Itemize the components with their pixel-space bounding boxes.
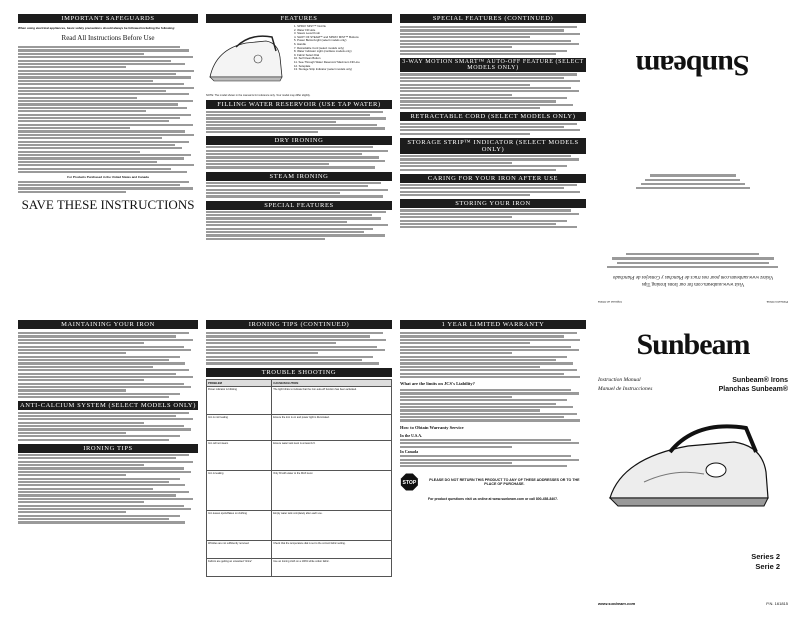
safeguards-panel — [18, 14, 198, 304]
visitez-text: Visitez www.sunbeam.com pour nos trucs de Planchas y Consejos de Planchado — [612, 274, 774, 279]
special-cont-panel — [400, 14, 586, 304]
auto-off-heading: 3-WAY MOTION SMART™ AUTO-OFF FEATURE (SELECT MODELS ONLY) — [400, 58, 586, 72]
feature-item: 12. Soleplate — [294, 63, 311, 68]
maintaining-panel — [18, 320, 198, 610]
warranty-heading: 1 YEAR LIMITED WARRANTY — [400, 320, 586, 329]
feature-item: 9. Fabric Select Dial — [294, 52, 320, 57]
back-sunbeam-logo: Sunbeam — [636, 49, 750, 83]
safeguards-body — [18, 46, 198, 173]
problem-cell: Iron leaves spots/flakes on clothing — [207, 510, 272, 540]
feature-item: 4. SHOT OF STEAM™ and SPRAY MIST™ Buttons — [294, 34, 359, 39]
iron-diagram — [206, 23, 392, 93]
sunbeam-small-label: Sunbeam® — [751, 386, 788, 393]
feature-item: 1. SPRAY MIST™ Nozzle — [294, 24, 326, 28]
feature-item: 3. Steam Level Knob — [294, 31, 320, 36]
features-note: NOTE: The model shown in the manual is for reference only. Your model may differ slightly. — [206, 94, 311, 97]
sunbeam-logo: Sunbeam — [636, 328, 750, 361]
maintaining-heading: MAINTAINING YOUR IRON — [18, 320, 198, 329]
table-header-row — [207, 379, 392, 386]
table-row — [207, 540, 392, 558]
problem-cell: Iron is leaking — [207, 470, 272, 510]
stop-sign-text: STOP — [402, 480, 417, 487]
problem-cell: Iron is not heating — [207, 414, 272, 440]
instruction-manual-label: Instruction Manual — [598, 377, 641, 383]
steam-ironing-heading: STEAM IRONING — [206, 172, 392, 181]
visit-site-text: Visit www.sunbeam.com for our Irons Ironing Tips — [641, 281, 745, 286]
features-heading: FEATURES — [206, 14, 392, 23]
caring-heading: CARING FOR YOUR IRON AFTER USE — [400, 174, 586, 183]
printed-in-china: Printed in China — [766, 300, 788, 304]
filling-heading: FILLING WATER RESERVOIR (USE TAP WATER) — [206, 100, 392, 109]
fpi-heading: For Products Purchased in the United States and Canada — [67, 175, 149, 180]
feature-item: 10. Self Clean Button — [294, 56, 321, 61]
feature-item: 6. Handle — [294, 41, 306, 46]
solution-cell: Check that the temperature dial is set to the correct fabric setting. — [272, 540, 392, 558]
solution-cell: Ensure water tank level is at least 1/3. — [272, 440, 392, 470]
product-questions: For product questions visit us online at www.sunbeam.com or call 800-458-8407. — [428, 497, 558, 502]
warranty-service-heading: How to Obtain Warranty Service — [400, 424, 464, 430]
solution-cell: Empty water tank completely after each use. — [272, 510, 392, 540]
safeguards-heading: IMPORTANT SAFEGUARDS — [18, 14, 198, 23]
table-header: PROBLEM — [207, 379, 272, 386]
stop-sign-icon — [400, 471, 419, 493]
solution-cell: Ensure the iron is on and power light is illuminated. — [272, 414, 392, 440]
solution-cell: The light blinks to indicate that the iron auto-off function has been activated. — [272, 386, 392, 414]
table-row — [207, 386, 392, 414]
impreso-en-china: Impreso en China — [598, 300, 622, 304]
feature-item: 5. Power Button/Light (select models only) — [294, 38, 347, 43]
solution-cell: Use an ironing cloth on a 100% white cotton fabric. — [272, 558, 392, 576]
back-cover-panel — [598, 14, 788, 304]
read-all-instructions: Read All Instructions Before Use — [61, 34, 155, 42]
front-cover-panel — [598, 320, 788, 610]
storage-heading: STORAGE STRIP™ INDICATOR (SELECT MODELS ONLY) — [400, 138, 586, 154]
iron-illustration — [206, 29, 286, 89]
dry-ironing-heading: DRY IRONING — [206, 136, 392, 145]
part-number: P.N. 161815 — [766, 601, 788, 606]
series-2-label: Series 2 — [751, 552, 780, 561]
troubleshooting-heading: TROUBLE SHOOTING — [206, 368, 392, 377]
ironing-tips-heading: IRONING TIPS — [18, 444, 198, 453]
retractable-heading: RETRACTABLE CORD (SELECT MODELS ONLY) — [400, 112, 586, 121]
feature-item: 8. Water Indicator Light (cordless models only) — [294, 49, 352, 54]
ironing-tips-cont-heading: IRONING TIPS (CONTINUED) — [206, 320, 392, 329]
save-these-instructions: SAVE THESE INSTRUCTIONS — [21, 196, 195, 212]
cover-iron-illustration — [604, 412, 774, 522]
table-row — [207, 510, 392, 540]
problem-cell: Power indicator is blinking — [207, 386, 272, 414]
table-row — [207, 440, 392, 470]
usa-heading: In the U.S.A. — [400, 432, 423, 438]
storing-heading: STORING YOUR IRON — [400, 199, 586, 208]
feature-item: 2. Water Fill Hole — [294, 27, 316, 32]
jcs-liability-heading: What are the limits on JCS's Liability? — [400, 381, 475, 387]
canada-heading: In Canada — [400, 448, 419, 454]
warranty-panel — [400, 320, 586, 610]
safeguards-intro: When using electrical appliances, basic safety precautions should always be followed including the following: — [18, 26, 176, 30]
troubleshooting-table — [206, 379, 392, 577]
feature-item: 7. Retractable Cord (select models only) — [294, 45, 344, 50]
table-row — [207, 470, 392, 510]
solution-cell: Only fill with water to the MAX level. — [272, 470, 392, 510]
anti-calcium-heading: ANTI-CALCIUM SYSTEM (SELECT MODELS ONLY) — [18, 401, 198, 410]
sunbeam-irons-label: Sunbeam® Irons — [732, 377, 788, 384]
sunbeam-url: www.sunbeam.com — [598, 601, 636, 606]
manual-instrucciones-label: Manuel de Instrucciones — [598, 386, 653, 392]
planchas-label: Planchas — [718, 386, 750, 393]
table-row — [207, 558, 392, 576]
serie-2-label: Serie 2 — [755, 562, 780, 571]
table-header: CAUSE/SOLUTION — [272, 379, 392, 386]
features-panel — [206, 14, 392, 304]
table-row — [207, 414, 392, 440]
feature-item: 11. See-Through Water Reservoir/ Maximum Fill Line — [294, 59, 360, 64]
special-features-heading: SPECIAL FEATURES — [206, 201, 392, 210]
problem-cell: Wrinkles are not sufficiently removed — [207, 540, 272, 558]
do-not-return-notice: PLEASE DO NOT RETURN THIS PRODUCT TO ANY OF THESE ADDRESSES OR TO THE PLACE OF PURCHASE. — [429, 478, 580, 487]
special-cont-heading: SPECIAL FEATURES (CONTINUED) — [400, 14, 586, 23]
problem-cell: Fabrics are getting an unwanted "shine" — [207, 558, 272, 576]
feature-item: 13. Storage Strip Indicator (select models only) — [294, 67, 353, 72]
troubleshooting-panel — [206, 320, 392, 610]
problem-cell: Iron will not steam — [207, 440, 272, 470]
